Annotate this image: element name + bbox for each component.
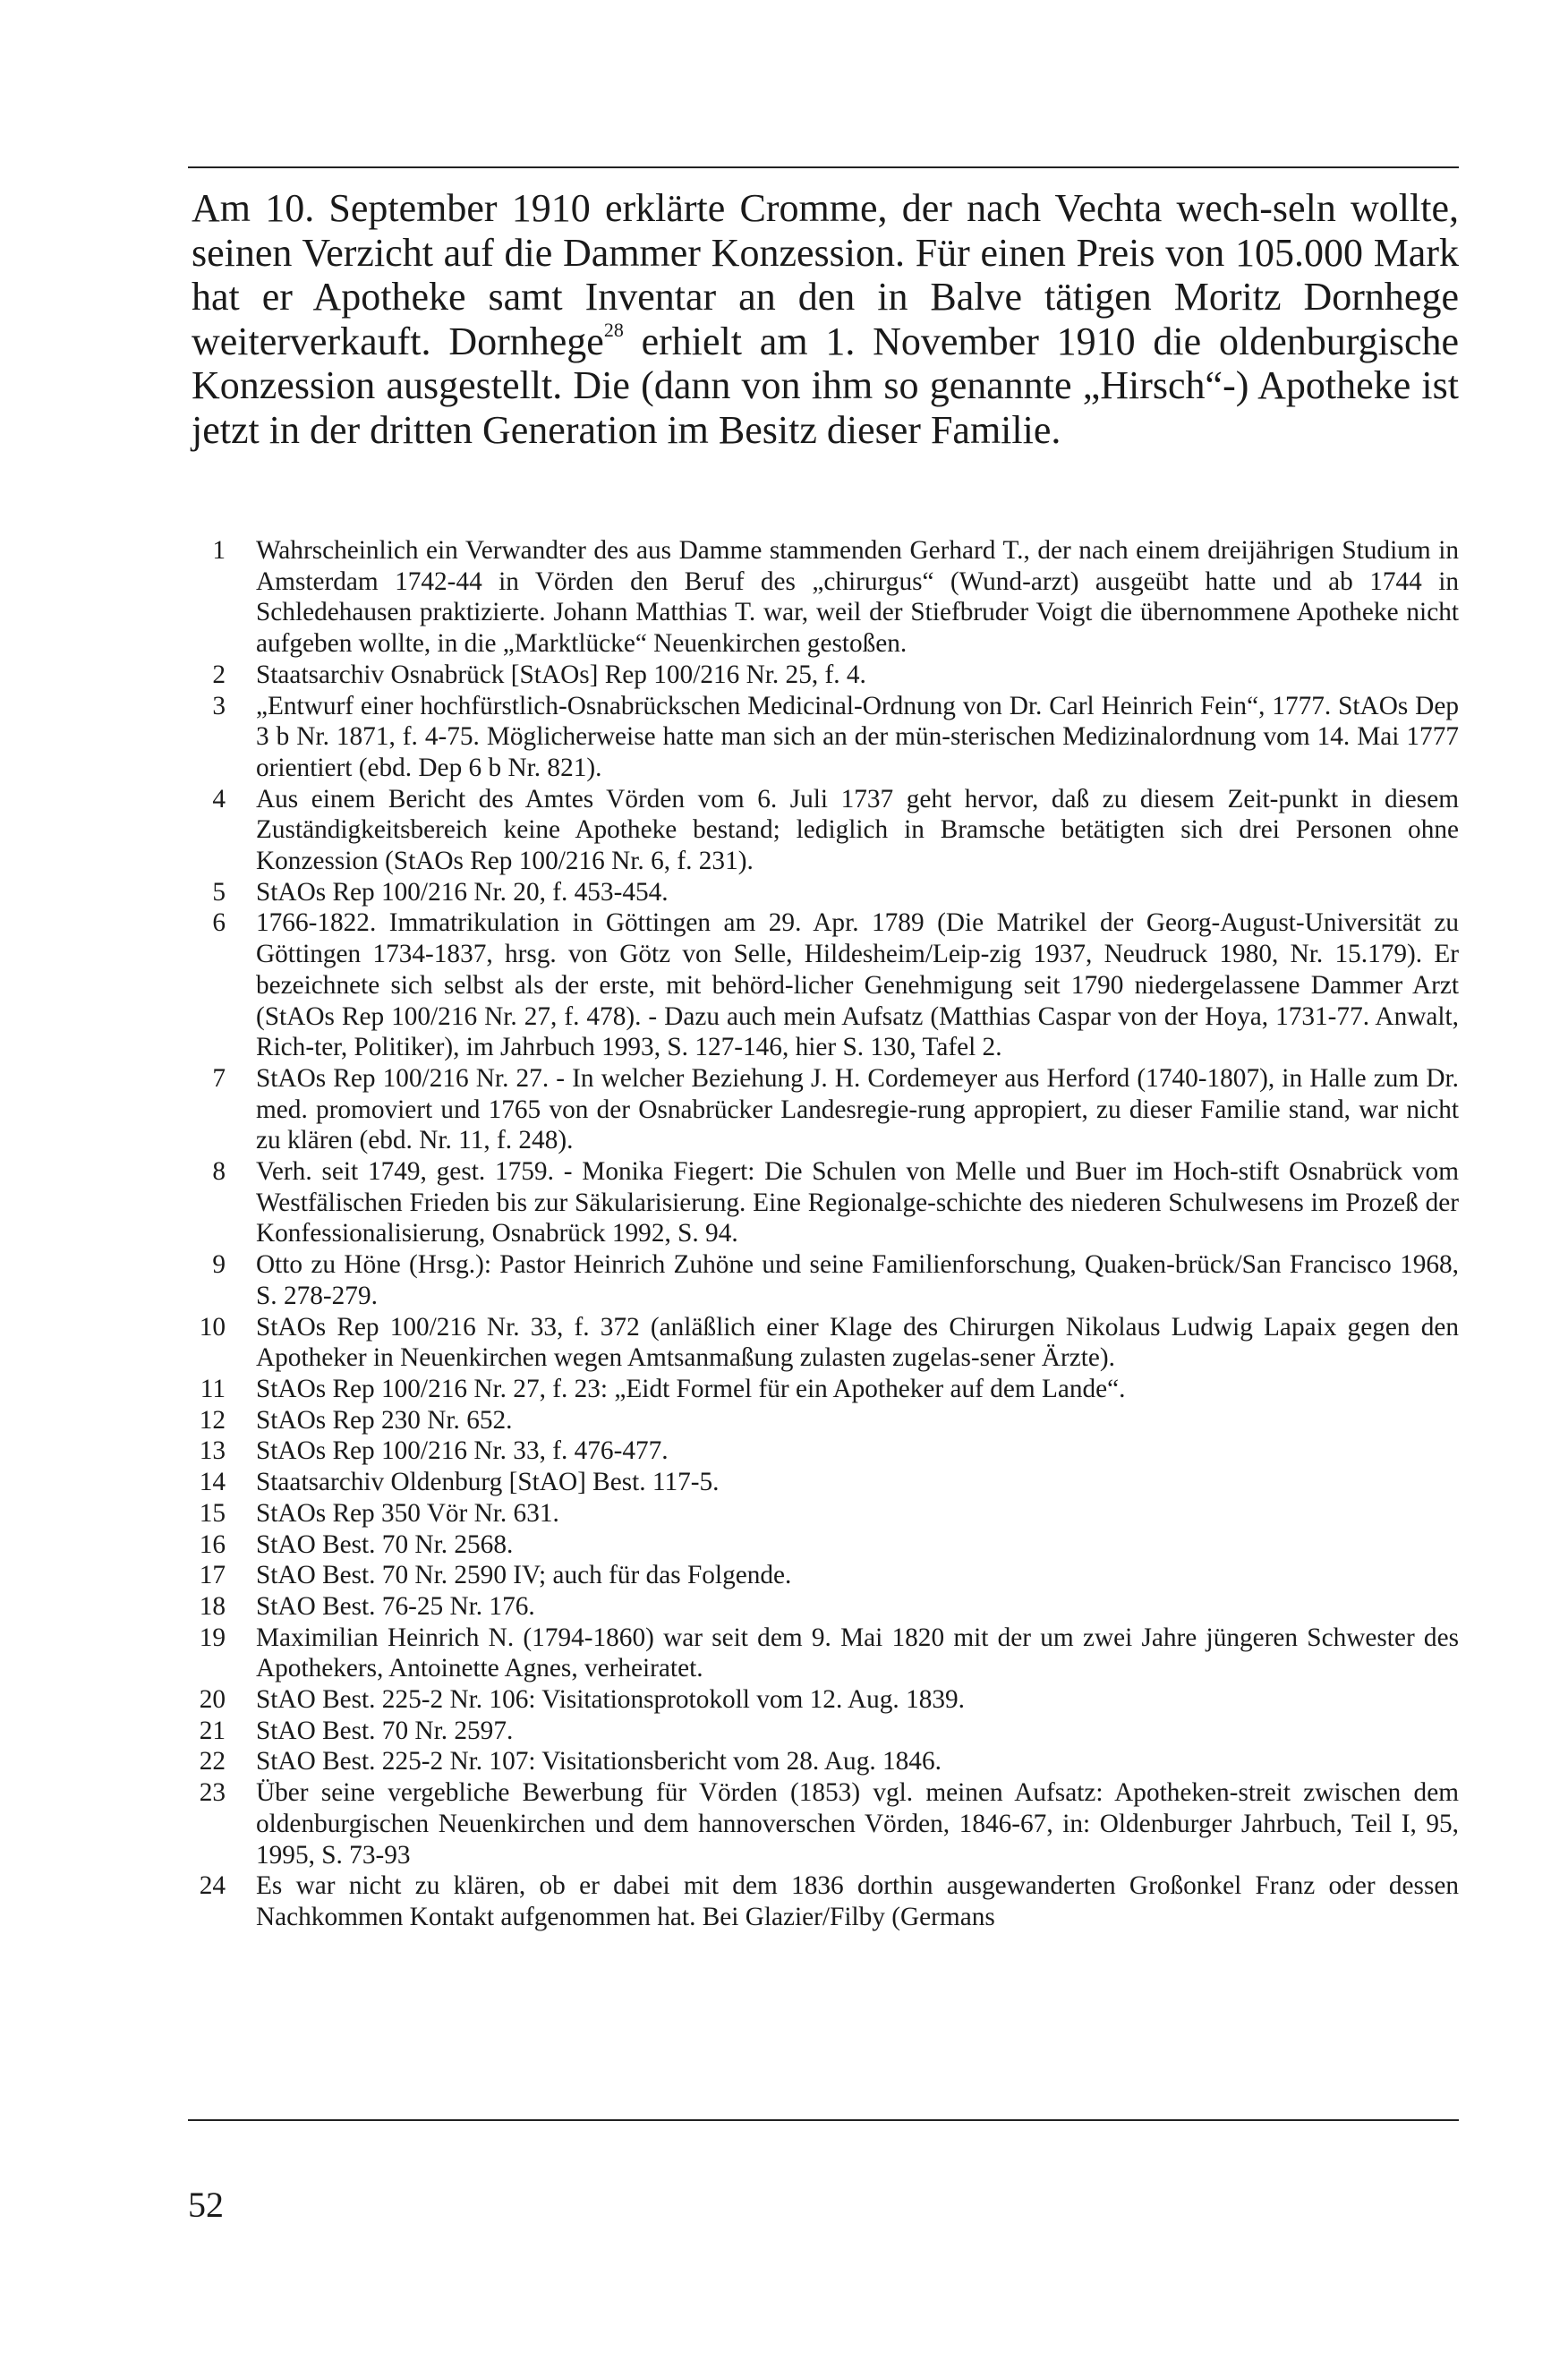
footnote-text: StAOs Rep 100/216 Nr. 27. - In welcher Beziehung J. H. Cordemeyer aus Herford (1740-1807), in Halle zum Dr. med. promoviert und 1765 von der Osnabrücker Landesregie-rung appropiert, zu dieser Familie stand, war nicht zu klären (ebd. Nr. 11, f. 248). — [256, 1063, 1459, 1155]
footnote — [179, 1591, 1459, 1623]
footnote — [179, 907, 1459, 1063]
footnote-text: StAO Best. 225-2 Nr. 106: Visitationsprotokoll vom 12. Aug. 1839. — [256, 1685, 966, 1715]
footnote-text: Aus einem Bericht des Amtes Vörden vom 6. Juli 1737 geht hervor, daß zu diesem Zeit-punkt in diesem Zuständigkeitsbereich keine Apotheke bestand; lediglich in Bramsche betätigten sich drei Personen ohne Konzession (StAOs Rep 100/216 Nr. 6, f. 231). — [256, 784, 1459, 876]
footnote-number: 8 — [212, 1157, 226, 1187]
footnote-text: StAO Best. 76-25 Nr. 176. — [256, 1591, 535, 1621]
footnote — [179, 1529, 1459, 1561]
footnote-number: 15 — [199, 1498, 226, 1528]
footnote — [179, 1870, 1459, 1932]
footnote-number: 18 — [199, 1591, 226, 1621]
footnote — [179, 1498, 1459, 1529]
footnote-text: Über seine vergebliche Bewerbung für Vörden (1853) vgl. meinen Aufsatz: Apotheken-streit zwischen dem oldenburgischen Neuenkirchen und dem hannoverschen Vörden, 1846-67, in: Oldenburger Jahrbuch, Teil I, 95, 1995, S. 73-93 — [256, 1778, 1459, 1870]
footnote-text: StAO Best. 225-2 Nr. 107: Visitationsbericht vom 28. Aug. 1846. — [256, 1747, 942, 1776]
footnote — [179, 1374, 1459, 1405]
footnote — [179, 1467, 1459, 1498]
footnote-number: 22 — [199, 1747, 226, 1776]
footnote — [179, 1312, 1459, 1374]
footnote-text: Otto zu Höne (Hrsg.): Pastor Heinrich Zuhöne und seine Familienforschung, Quaken-brück/San Francisco 1968, S. 278-279. — [256, 1250, 1459, 1310]
footnote-number: 5 — [212, 877, 226, 907]
main-paragraph — [192, 186, 1459, 452]
footnote-number: 17 — [199, 1561, 226, 1590]
footnote-number: 16 — [199, 1529, 226, 1559]
footnote-text: StAOs Rep 100/216 Nr. 27, f. 23: „Eidt Formel für ein Apotheker auf dem Lande“. — [256, 1374, 1126, 1403]
footnote-number: 3 — [212, 691, 226, 720]
footnote — [179, 660, 1459, 691]
footnote-number: 13 — [199, 1436, 226, 1466]
footnote — [179, 535, 1459, 660]
footnote — [179, 1777, 1459, 1870]
footnote — [179, 1436, 1459, 1467]
footnote-text: StAOs Rep 350 Vör Nr. 631. — [256, 1498, 559, 1528]
bottom-rule — [188, 2119, 1459, 2121]
main-text-part-1: Am 10. September 1910 erklärte Cromme, der nach Vechta wech-seln wollte, seinen Verzicht auf die Dammer Konzession. Für einen Preis von 105.000 Mark hat er Apotheke samt Inventar an den in Balve tätigen Moritz Dornhege weiterverkauft. Dornhege — [192, 186, 1459, 363]
footnote-number: 11 — [200, 1374, 226, 1403]
footnote-text: StAO Best. 70 Nr. 2590 IV; auch für das Folgende. — [256, 1561, 792, 1590]
footnote-text: Staatsarchiv Osnabrück [StAOs] Rep 100/216 Nr. 25, f. 4. — [256, 660, 866, 689]
footnote-text: StAOs Rep 230 Nr. 652. — [256, 1405, 513, 1435]
footnotes-list — [179, 535, 1459, 1933]
footnote — [179, 877, 1459, 908]
footnote-number: 1 — [212, 536, 226, 565]
footnote-text: Verh. seit 1749, gest. 1759. - Monika Fiegert: Die Schulen von Melle und Buer im Hoch-stift Osnabrück vom Westfälischen Frieden bis zur Säkularisierung. Eine Regionalge-schichte des niederen Schulwesens im Prozeß der Konfessionalisierung, Osnabrück 1992, S. 94. — [256, 1157, 1459, 1248]
footnote-reference-28: 28 — [603, 318, 624, 341]
footnote-number: 14 — [199, 1468, 226, 1497]
footnote-number: 10 — [199, 1312, 226, 1342]
footnote — [179, 1746, 1459, 1777]
footnote-text: Maximilian Heinrich N. (1794-1860) war seit dem 9. Mai 1820 mit der um zwei Jahre jüngeren Schwester des Apothekers, Antoinette Agnes, verheiratet. — [256, 1623, 1459, 1683]
footnote-number: 9 — [212, 1250, 226, 1280]
footnote — [179, 1156, 1459, 1249]
footnote-text: StAO Best. 70 Nr. 2597. — [256, 1716, 514, 1745]
footnote-text: StAOs Rep 100/216 Nr. 33, f. 372 (anläßlich einer Klage des Chirurgen Nikolaus Ludwig Lapaix gegen den Apotheker in Neuenkirchen wegen Amtsanmaßung zulasten zugelas-sener Ärzte). — [256, 1312, 1459, 1373]
footnote-number: 4 — [212, 784, 226, 814]
footnote-text: StAO Best. 70 Nr. 2568. — [256, 1529, 514, 1559]
footnote-text: „Entwurf einer hochfürstlich-Osnabrückschen Medicinal-Ordnung von Dr. Carl Heinrich Fein“, 1777. StAOs Dep 3 b Nr. 1871, f. 4-75. Möglicherweise hatte man sich an der mün-sterischen Medizinalordnung vom 14. Mai 1777 orientiert (ebd. Dep 6 b Nr. 821). — [256, 691, 1459, 782]
footnote — [179, 784, 1459, 877]
footnote-number: 23 — [199, 1778, 226, 1808]
footnote — [179, 1623, 1459, 1684]
footnote-number: 7 — [212, 1063, 226, 1093]
footnote-number: 20 — [199, 1685, 226, 1715]
page-number: 52 — [188, 2185, 224, 2225]
footnote — [179, 1684, 1459, 1716]
footnote-number: 6 — [212, 908, 226, 938]
footnote — [179, 1560, 1459, 1591]
footnote-number: 24 — [199, 1871, 226, 1901]
footnote-text: StAOs Rep 100/216 Nr. 33, f. 476-477. — [256, 1436, 669, 1466]
footnote-text: Wahrscheinlich ein Verwandter des aus Damme stammenden Gerhard T., der nach einem dreijährigen Studium in Amsterdam 1742-44 in Vörden den Beruf des „chirurgus“ (Wund-arzt) ausgeübt hatte und ab 1744 in Schledehausen praktizierte. Johann Matthias T. war, weil der Stiefbruder Voigt die übernommene Apotheke nicht aufgeben wollte, in die „Marktlücke“ Neuenkirchen gestoßen. — [256, 536, 1459, 659]
footnote-number: 2 — [212, 660, 226, 689]
footnote — [179, 1405, 1459, 1436]
footnote-text: Staatsarchiv Oldenburg [StAO] Best. 117-5. — [256, 1468, 720, 1497]
footnote — [179, 1063, 1459, 1156]
footnote — [179, 1716, 1459, 1747]
footnote-text: 1766-1822. Immatrikulation in Göttingen am 29. Apr. 1789 (Die Matrikel der Georg-August-Universität zu Göttingen 1734-1837, hrsg. von Götz von Selle, Hildesheim/Leip-zig 1937, Neudruck 1980, Nr. 15.179). Er bezeichnete sich selbst als der erste, mit behörd-licher Genehmigung seit 1790 niedergelassene Dammer Arzt (StAOs Rep 100/216 Nr. 27, f. 478). - Dazu auch mein Aufsatz (Matthias Caspar von der Hoya, 1731-77. Anwalt, Rich-ter, Politiker), im Jahrbuch 1993, S. 127-146, hier S. 130, Tafel 2. — [256, 908, 1459, 1062]
footnote — [179, 691, 1459, 784]
footnote — [179, 1249, 1459, 1311]
footnote-text: Es war nicht zu klären, ob er dabei mit dem 1836 dorthin ausgewanderten Großonkel Franz oder dessen Nachkommen Kontakt aufgenommen hat. Bei Glazier/Filby (Germans — [256, 1871, 1459, 1931]
footnote-number: 21 — [199, 1716, 226, 1745]
top-rule — [188, 166, 1459, 168]
footnote-text: StAOs Rep 100/216 Nr. 20, f. 453-454. — [256, 877, 669, 907]
footnote-number: 12 — [199, 1405, 226, 1435]
main-text-part-2: erhielt am 1. November 1910 die oldenburgische Konzession ausgestellt. Die (dann von ihm so genannte „Hirsch“-) Apotheke ist jetzt in der dritten Generation im Besitz dieser Familie. — [192, 319, 1459, 452]
footnote-number: 19 — [199, 1623, 226, 1652]
